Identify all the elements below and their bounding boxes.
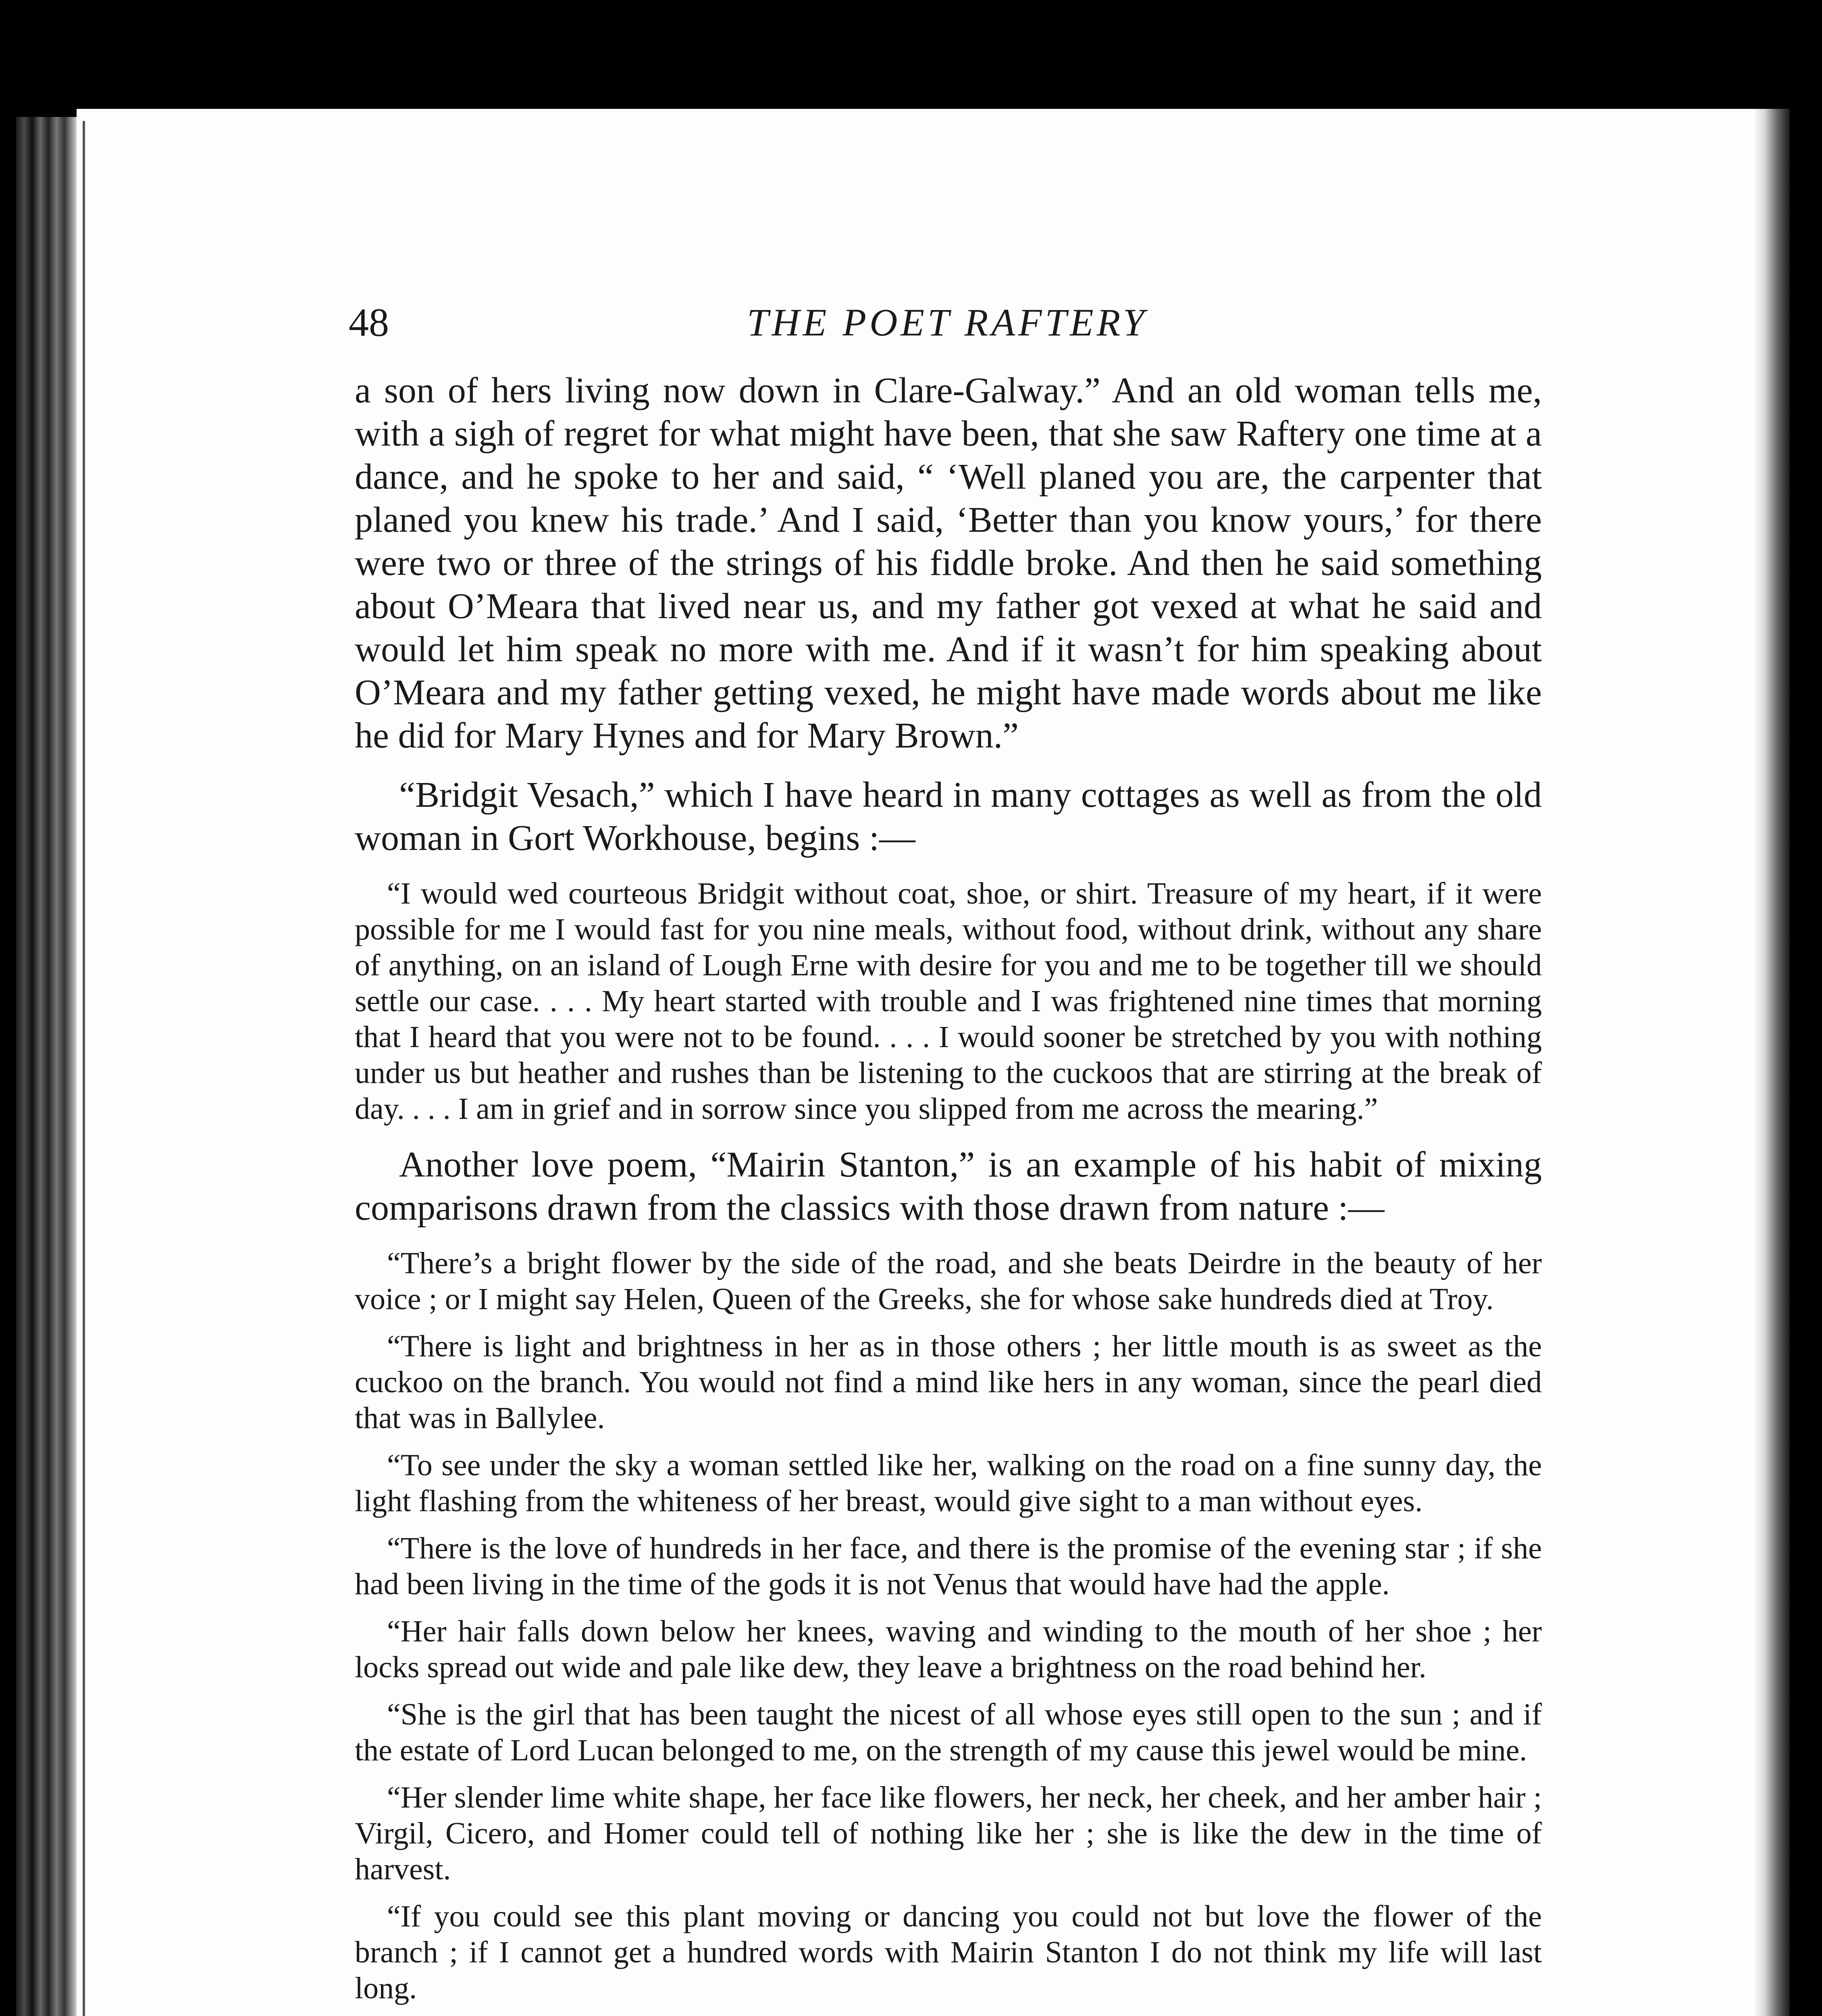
poem-stanza: “There’s a bright flower by the side of the road, and she beats Deirdre in the beauty of her voice ; or I might say Helen, Queen of the Greeks, she for whose sake hundreds died at Troy. xyxy=(355,1246,1542,1316)
paragraph-gap xyxy=(355,1436,1542,1447)
page-number: 48 xyxy=(349,300,389,345)
poem-stanza: “Her hair falls down below her knees, waving and winding to the mouth of her shoe ; her locks spread out wide and pale like dew, they leave a brightness on the road behind her. xyxy=(355,1614,1542,1684)
paragraph-gap xyxy=(355,1229,1542,1245)
paragraph-gap xyxy=(355,1127,1542,1143)
poem-stanza: “If you could see this plant moving or dancing you could not but love the flower of the branch ; if I cannot get a hundred words with Mairin Stanton I do not think my life will last long. xyxy=(355,1899,1542,2005)
book-binding-edge xyxy=(16,117,77,2016)
paragraph-gap xyxy=(355,1887,1542,1899)
page-edge-line xyxy=(83,121,85,2016)
poem-stanza: “Her slender lime white shape, her face like flowers, her neck, her cheek, and her amber hair ; Virgil, Cicero, and Homer could tell of nothing like her ; she is like the dew in the time of harvest. xyxy=(355,1781,1542,1886)
poem-stanza: “She is the girl that has been taught the nicest of all whose eyes still open to the sun ; and if the estate of Lord Lucan belonged to me, on the strength of my cause this jewel would be mine. xyxy=(355,1697,1542,1767)
body-paragraph: Another love poem, “Mairin Stanton,” is an example of his habit of mixing comparisons drawn from the classics with those drawn from nature :— xyxy=(355,1145,1542,1228)
text-column xyxy=(355,369,1542,2006)
paragraph-gap xyxy=(355,1519,1542,1531)
paragraph-gap xyxy=(355,1602,1542,1614)
quoted-passage: “I would wed courteous Bridgit without coat, shoe, or shirt. Treasure of my heart, if it were possible for me I would fast for you nine meals, without food, without drink, without any share of anything, on an island of Lough Erne with desire for you and me to be together till we should settle our case. . . . My heart started with trouble and I was frightened nine times that morning that I heard that you were not to be found. . . . I would sooner be stretched by you with nothing under us but heather and rushes than be listening to the cuckoos that are stirring at the break of day. . . . I am in grief and in sorrow since you slipped from me across the mearing.” xyxy=(355,877,1542,1126)
poem-stanza: “There is light and brightness in her as in those others ; her little mouth is as sweet as the cuckoo on the branch. You would not find a mind like hers in any woman, since the pearl died that was in Ballylee. xyxy=(355,1329,1542,1435)
paragraph-gap xyxy=(355,1317,1542,1329)
page-header xyxy=(349,296,1546,349)
poem-stanza: “To see under the sky a woman settled like her, walking on the road on a fine sunny day, the light flashing from the whiteness of her breast, would give sight to a man without eyes. xyxy=(355,1448,1542,1518)
paragraph-gap xyxy=(355,757,1542,773)
paragraph-gap xyxy=(355,1768,1542,1780)
running-head: THE POET RAFTERY xyxy=(747,301,1148,344)
paragraph-gap xyxy=(355,860,1542,876)
body-paragraph: a son of hers living now down in Clare-Galway.” And an old woman tells me, with a sigh of regret for what might have been, that she saw Raftery one time at a dance, and he spoke to her and said, “ ‘Well planed you are, the carpenter that planed you knew his trade.’ And I said, ‘Better than you know yours,’ for there were two or three of the strings of his fiddle broke. And then he said something about O’Meara that lived near us, and my father got vexed at what he said and would let him speak no more with me. And if it wasn’t for him speaking about O’Meara and my father getting vexed, he might have made words about me like he did for Mary Hynes and for Mary Brown.” xyxy=(355,371,1542,756)
page-right-shadow xyxy=(1753,109,1790,2016)
poem-stanza: “There is the love of hundreds in her face, and there is the promise of the evening star ; if she had been living in the time of the gods it is not Venus that would have had the apple. xyxy=(355,1531,1542,1601)
paragraph-gap xyxy=(355,1685,1542,1697)
body-paragraph: “Bridgit Vesach,” which I have heard in many cottages as well as from the old woman in Gort Workhouse, begins :— xyxy=(355,775,1542,858)
